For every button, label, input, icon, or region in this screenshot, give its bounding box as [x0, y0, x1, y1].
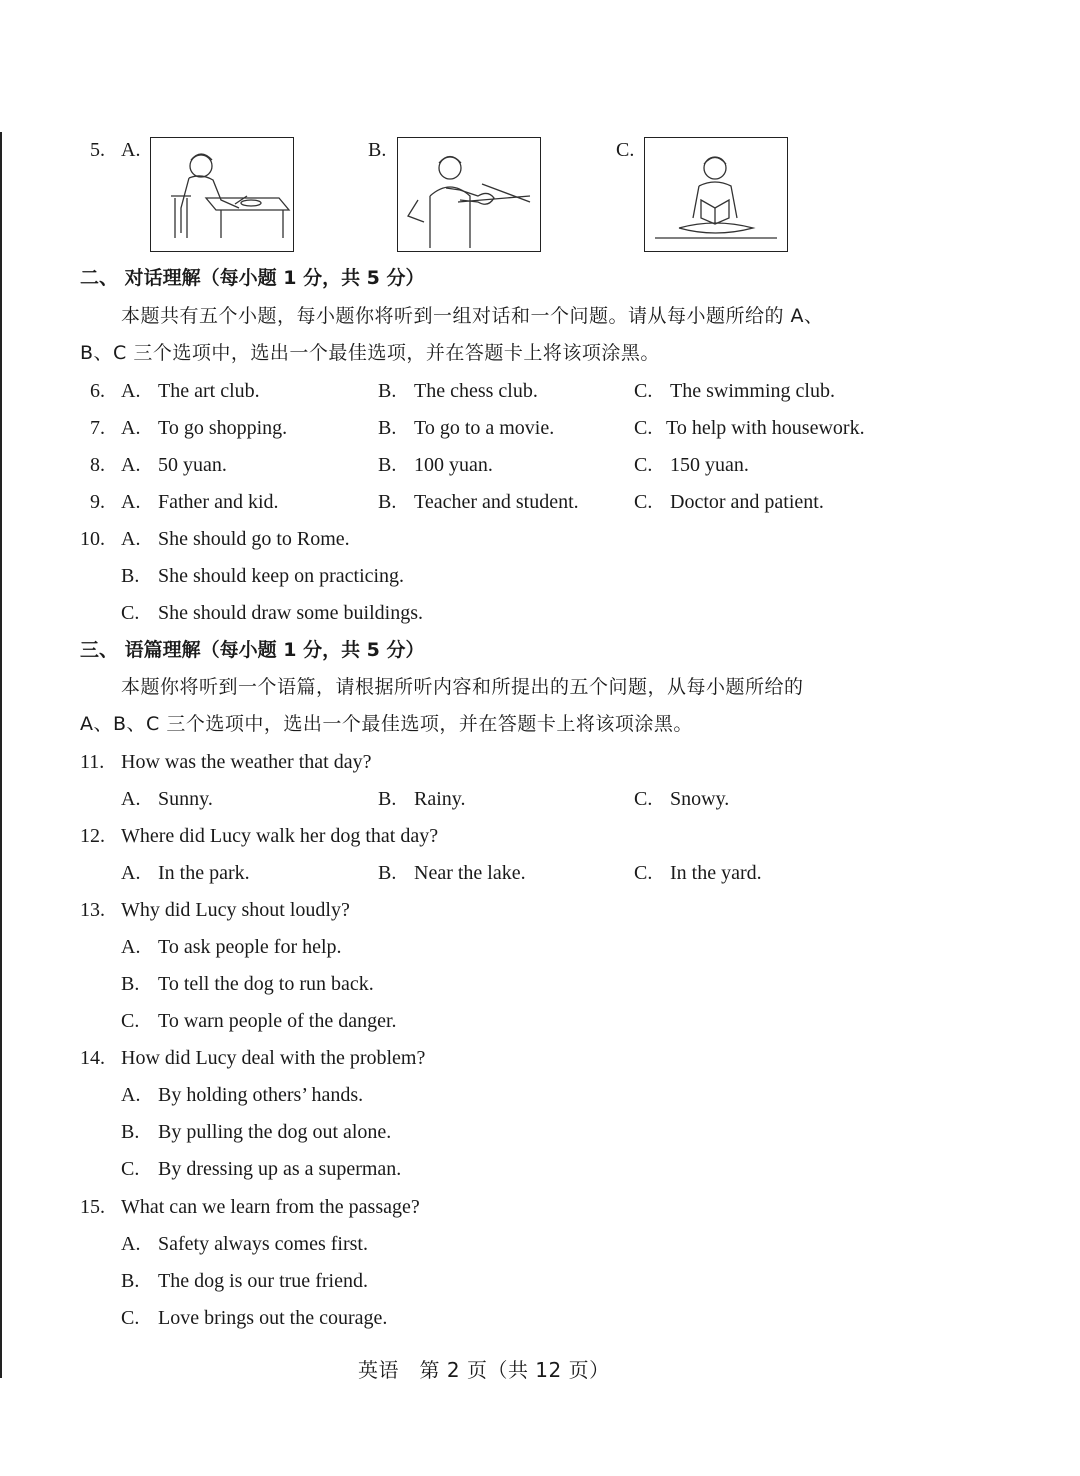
q15-option-a[interactable]: Safety always comes first. — [158, 1233, 368, 1255]
q8-option-a[interactable]: 50 yuan. — [158, 454, 227, 476]
q12-number: 12. — [80, 825, 105, 847]
q7-option-c[interactable]: To help with housework. — [666, 417, 865, 439]
q9-number: 9. — [90, 491, 105, 513]
q5-picture-b-violin-boy[interactable] — [397, 137, 541, 252]
section3-instructions-line2: A、B、C 三个选项中，选出一个最佳选项，并在答题卡上将该项涂黑。 — [80, 713, 693, 735]
q8-b-letter: B. — [378, 454, 397, 476]
q13-number: 13. — [80, 899, 105, 921]
section3-heading: 三、 语篇理解（每小题 1 分，共 5 分） — [80, 639, 425, 661]
section2-heading: 二、 对话理解（每小题 1 分，共 5 分） — [80, 267, 425, 289]
q8-option-b[interactable]: 100 yuan. — [414, 454, 493, 476]
q9-a-letter: A. — [121, 491, 141, 513]
q12-b-letter: B. — [378, 862, 397, 884]
q11-number: 11. — [80, 751, 105, 773]
binding-margin-line — [0, 132, 2, 1378]
q6-a-letter: A. — [121, 380, 141, 402]
q12-a-letter: A. — [121, 862, 141, 884]
q10-number: 10. — [80, 528, 105, 550]
q8-a-letter: A. — [121, 454, 141, 476]
q11-c-letter: C. — [634, 788, 653, 810]
q8-c-letter: C. — [634, 454, 653, 476]
q5-option-b-label: B. — [368, 139, 387, 161]
q8-option-c[interactable]: 150 yuan. — [670, 454, 749, 476]
q5-option-c-label: C. — [616, 139, 635, 161]
q15-c-letter: C. — [121, 1307, 140, 1329]
q14-c-letter: C. — [121, 1158, 140, 1180]
q15-option-c[interactable]: Love brings out the courage. — [158, 1307, 388, 1329]
q10-option-c[interactable]: She should draw some buildings. — [158, 602, 423, 624]
q13-a-letter: A. — [121, 936, 141, 958]
q10-option-b[interactable]: She should keep on practicing. — [158, 565, 405, 587]
q10-option-a[interactable]: She should go to Rome. — [158, 528, 350, 550]
drawing-boy-icon — [151, 138, 293, 251]
q12-question: Where did Lucy walk her dog that day? — [121, 825, 439, 847]
q5-picture-c-reading-boy[interactable] — [644, 137, 788, 252]
q5-number: 5. — [90, 139, 105, 161]
q6-c-letter: C. — [634, 380, 653, 402]
q13-option-b[interactable]: To tell the dog to run back. — [158, 973, 374, 995]
q14-b-letter: B. — [121, 1121, 140, 1143]
q11-b-letter: B. — [378, 788, 397, 810]
q7-option-a[interactable]: To go shopping. — [158, 417, 288, 439]
q8-number: 8. — [90, 454, 105, 476]
q6-number: 6. — [90, 380, 105, 402]
q7-option-b[interactable]: To go to a movie. — [414, 417, 555, 439]
reading-boy-icon — [645, 138, 787, 251]
q15-question: What can we learn from the passage? — [121, 1196, 420, 1218]
q15-b-letter: B. — [121, 1270, 140, 1292]
q9-option-a[interactable]: Father and kid. — [158, 491, 279, 513]
q9-b-letter: B. — [378, 491, 397, 513]
q13-c-letter: C. — [121, 1010, 140, 1032]
section2-instructions-line2: B、C 三个选项中，选出一个最佳选项，并在答题卡上将该项涂黑。 — [80, 342, 660, 364]
q9-option-b[interactable]: Teacher and student. — [414, 491, 579, 513]
q5-option-a-label: A. — [121, 139, 141, 161]
q11-option-c[interactable]: Snowy. — [670, 788, 730, 810]
q10-c-letter: C. — [121, 602, 140, 624]
section2-instructions-line1: 本题共有五个小题，每小题你将听到一组对话和一个问题。请从每小题所给的 A、 — [121, 305, 824, 327]
q12-option-a[interactable]: In the park. — [158, 862, 250, 884]
violin-boy-icon — [398, 138, 540, 251]
q12-option-b[interactable]: Near the lake. — [414, 862, 526, 884]
q12-option-c[interactable]: In the yard. — [670, 862, 762, 884]
q13-option-c[interactable]: To warn people of the danger. — [158, 1010, 397, 1032]
q10-b-letter: B. — [121, 565, 140, 587]
q15-option-b[interactable]: The dog is our true friend. — [158, 1270, 368, 1292]
q6-option-c[interactable]: The swimming club. — [670, 380, 835, 402]
q5-picture-a-drawing-boy[interactable] — [150, 137, 294, 252]
q7-number: 7. — [90, 417, 105, 439]
q14-option-b[interactable]: By pulling the dog out alone. — [158, 1121, 392, 1143]
q9-c-letter: C. — [634, 491, 653, 513]
q12-c-letter: C. — [634, 862, 653, 884]
q15-a-letter: A. — [121, 1233, 141, 1255]
q14-question: How did Lucy deal with the problem? — [121, 1047, 426, 1069]
q13-question: Why did Lucy shout loudly? — [121, 899, 350, 921]
q7-c-letter: C. — [634, 417, 653, 439]
q14-number: 14. — [80, 1047, 105, 1069]
q6-b-letter: B. — [378, 380, 397, 402]
q15-number: 15. — [80, 1196, 105, 1218]
q9-option-c[interactable]: Doctor and patient. — [670, 491, 824, 513]
q6-option-a[interactable]: The art club. — [158, 380, 260, 402]
section3-instructions-line1: 本题你将听到一个语篇，请根据所听内容和所提出的五个问题，从每小题所给的 — [121, 676, 804, 698]
q7-a-letter: A. — [121, 417, 141, 439]
q13-option-a[interactable]: To ask people for help. — [158, 936, 342, 958]
q11-option-b[interactable]: Rainy. — [414, 788, 466, 810]
q11-option-a[interactable]: Sunny. — [158, 788, 213, 810]
q13-b-letter: B. — [121, 973, 140, 995]
q10-a-letter: A. — [121, 528, 141, 550]
page-footer: 英语 第 2 页（共 12 页） — [358, 1358, 610, 1382]
q14-option-c[interactable]: By dressing up as a superman. — [158, 1158, 402, 1180]
q7-b-letter: B. — [378, 417, 397, 439]
q6-option-b[interactable]: The chess club. — [414, 380, 538, 402]
q14-option-a[interactable]: By holding others’ hands. — [158, 1084, 364, 1106]
q11-question: How was the weather that day? — [121, 751, 372, 773]
q14-a-letter: A. — [121, 1084, 141, 1106]
q11-a-letter: A. — [121, 788, 141, 810]
